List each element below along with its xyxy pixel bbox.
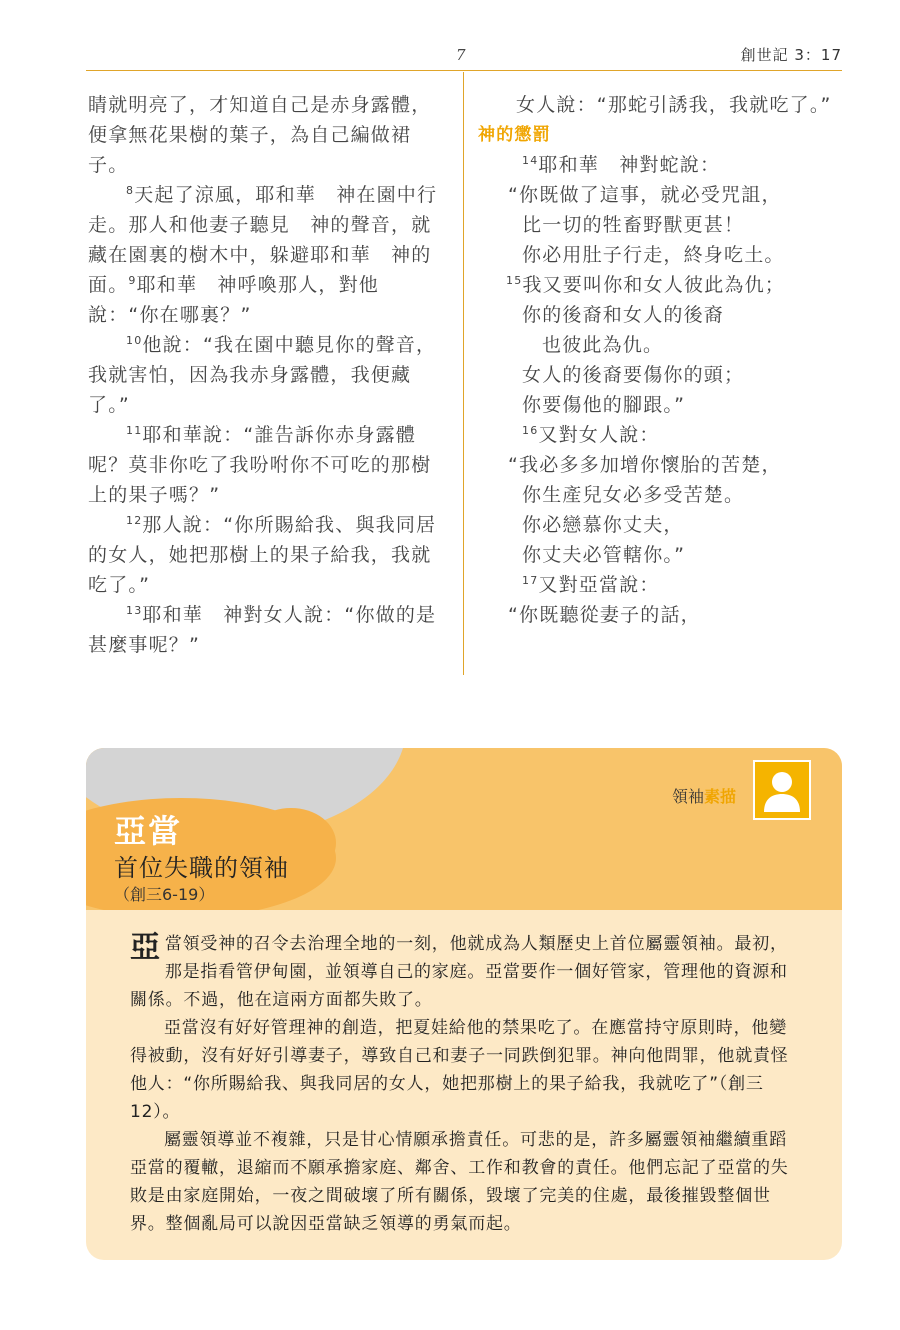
- profile-subtitle: 首位失職的領袖: [114, 854, 289, 882]
- poetry-line: 你必戀慕你丈夫，: [522, 514, 684, 536]
- verse-15: [478, 270, 843, 300]
- leader-profile-box: [86, 748, 842, 1260]
- poetry-line: 比一切的牲畜野獸更甚！: [522, 214, 745, 236]
- poetry-line: 你必用肚子行走，終身吃土。: [522, 244, 785, 266]
- tag-label: 領袖: [672, 787, 705, 806]
- verse-number: 12: [126, 514, 143, 527]
- person-icon: [753, 760, 811, 820]
- verse-number: 11: [126, 424, 143, 437]
- verse-number: 14: [522, 154, 539, 167]
- page-number: 7: [456, 46, 466, 64]
- leader-name: 亞當: [114, 812, 183, 850]
- profile-paragraph: [130, 930, 800, 1014]
- profile-paragraph: 亞當沒有好好管理神的創造，把夏娃給他的禁果吃了。在應當持守原則時，他變得被動，沒有好好引導妻子，導致自己和妻子一同跌倒犯罪。神向他問罪，他就責怪他人：“你所賜給我、與我同居的女人，她把那樹上的果子給我，我就吃了”（創三12）。: [130, 1018, 789, 1122]
- verse-text: 又對女人說：: [538, 424, 660, 446]
- scripture-reference: （創三6-19）: [114, 885, 215, 904]
- verse-text: 耶和華 神呼喚那人，對他說：“你在哪裏？”: [88, 274, 380, 326]
- profile-body: [130, 930, 800, 1238]
- running-title: 創世記 3：17: [740, 46, 842, 64]
- verse-16: [478, 420, 843, 450]
- poetry-line: 你要傷他的腳跟。”: [522, 394, 686, 416]
- verse-text: 耶和華說：“誰告訴你赤身露體呢？莫非你吃了我吩咐你不可吃的那樹上的果子嗎？”: [88, 424, 432, 506]
- profile-paragraph: 屬靈領導並不複雜，只是甘心情願承擔責任。可悲的是，許多屬靈領袖繼續重蹈亞當的覆轍，退縮而不願承擔家庭、鄰舍、工作和教會的責任。他們忘記了亞當的失敗是由家庭開始，一夜之間破壞了所有關係，毀壞了完美的住處，最後摧毀整個世界。整個亂局可以說因亞當缺乏領導的勇氣而起。: [130, 1130, 789, 1234]
- verse-text: 女人說：“那蛇引誘我，我就吃了。”: [516, 94, 832, 116]
- drop-cap: 亞: [130, 930, 161, 965]
- left-column: [88, 90, 450, 660]
- poetry-line: “我必多多加增你懷胎的苦楚，: [508, 454, 782, 476]
- verse-12: [88, 510, 450, 600]
- verse-text: 耶和華 神對女人說：“你做的是甚麼事呢？”: [88, 604, 437, 656]
- verse-14: [478, 150, 843, 180]
- section-heading: 神的懲罰: [478, 125, 551, 145]
- right-column: [478, 90, 843, 630]
- verse-text: 那人說：“你所賜給我、與我同居的女人，她把那樹上的果子給我，我就吃了。”: [88, 514, 437, 596]
- verse-text: 睛就明亮了，才知道自己是赤身露體，便拿無花果樹的葉子，為自己編做裙子。: [88, 94, 432, 176]
- page-header: [86, 38, 842, 71]
- poetry-line: 你的後裔和女人的後裔: [522, 304, 725, 326]
- profile-tag: [672, 784, 736, 807]
- verse-number: 9: [128, 274, 137, 287]
- poetry-line: 我又要叫你和女人彼此為仇；: [522, 274, 786, 296]
- poetry-line: “你既聽從妻子的話，: [508, 604, 701, 626]
- verse-11: [88, 420, 450, 510]
- poetry-line: 女人的後裔要傷你的頭；: [522, 364, 745, 386]
- verse-number: 10: [126, 334, 143, 347]
- paragraph-text: 當領受神的召令去治理全地的一刻，他就成為人類歷史上首位屬靈領袖。最初，那是指看管伊甸園，並領導自己的家庭。亞當要作一個好管家，管理他的資源和關係。不過，他在這兩方面都失敗了。: [130, 934, 788, 1010]
- verse-text: 天起了涼風，耶和華 神在園中行走。那人和他妻子聽見 神的聲音，就藏在園裏的樹木中，躲避耶和華 神的面。: [88, 184, 438, 296]
- verse-text: 他說：“我在園中聽見你的聲音，我就害怕，因為我赤身露體，我便藏了。”: [88, 334, 437, 416]
- verse-8: [88, 180, 450, 330]
- verse-number: 13: [126, 604, 143, 617]
- verse-number: 15: [506, 274, 523, 287]
- verse-number: 16: [522, 424, 539, 437]
- verse-text: 又對亞當說：: [538, 574, 660, 596]
- verse-13: [88, 600, 450, 660]
- poetry-line: 你生產兒女必多受苦楚。: [522, 484, 745, 506]
- verse-number: 8: [126, 184, 135, 197]
- column-divider: [463, 72, 464, 675]
- verse-number: 17: [522, 574, 539, 587]
- poetry-line: “你既做了這事，就必受咒詛，: [508, 184, 782, 206]
- verse-17: [478, 570, 843, 600]
- profile-header-band: [86, 748, 842, 910]
- poetry-line: 你丈夫必管轄你。”: [522, 544, 686, 566]
- verse-text: 耶和華 神對蛇說：: [538, 154, 721, 176]
- tag-highlight: 素描: [704, 787, 737, 806]
- verse-10: [88, 330, 450, 420]
- poetry-line: 也彼此為仇。: [542, 334, 664, 356]
